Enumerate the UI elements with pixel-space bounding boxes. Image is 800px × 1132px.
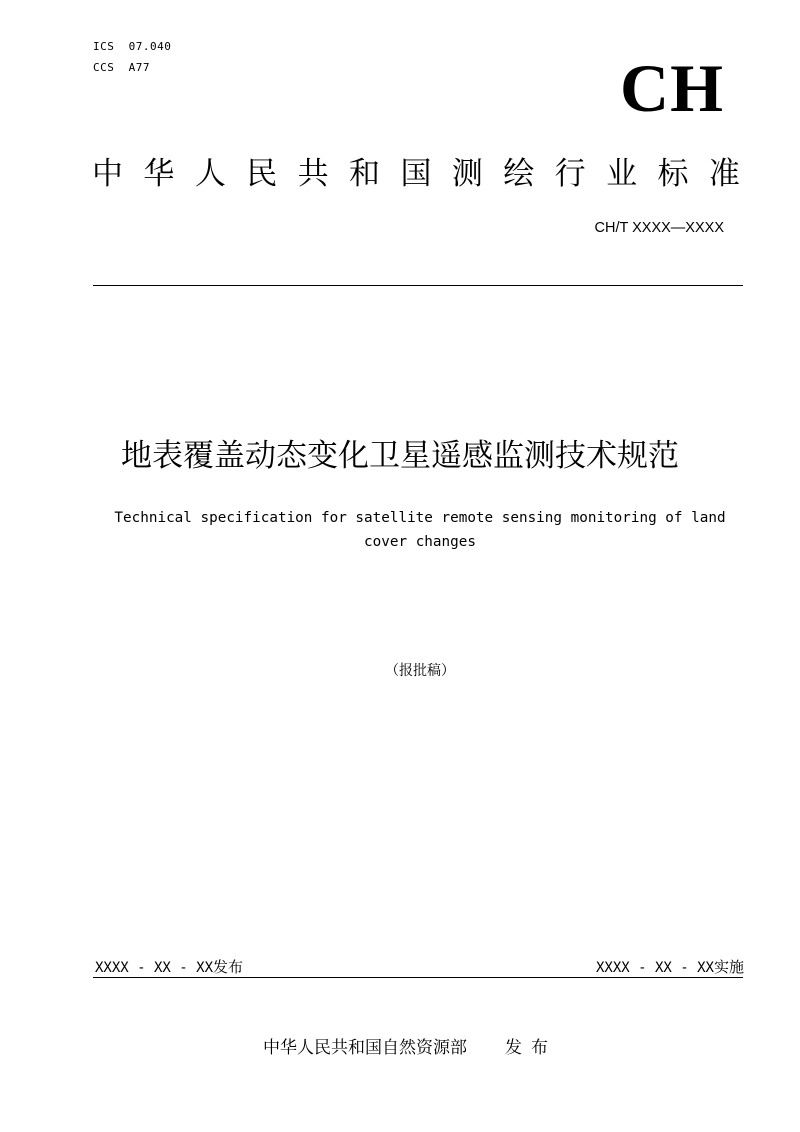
standard-title-char: 测 xyxy=(451,156,483,192)
document-title-english: Technical specification for satellite remote sensing monitoring of land cover changes xyxy=(114,510,726,550)
ics-code: ICS 07.040 xyxy=(93,40,172,53)
release-date-line xyxy=(95,956,243,977)
standard-title-char: 行 xyxy=(554,156,586,192)
draft-status-label: （报批稿） xyxy=(385,663,455,679)
ccs-code: CCS A77 xyxy=(93,61,150,74)
publisher-action: 发布 xyxy=(505,1038,557,1058)
release-date: XXXX - XX - XX xyxy=(95,960,214,976)
standard-title-char: 绘 xyxy=(503,156,535,192)
document-title-chinese: 地表覆盖动态变化卫星遥感监测技术规范 xyxy=(121,438,679,474)
implement-label: 实施 xyxy=(713,958,744,976)
standard-title-char: 业 xyxy=(606,156,638,192)
standard-title-char: 和 xyxy=(349,156,381,192)
standard-title-char: 华 xyxy=(143,156,175,192)
implement-date-line xyxy=(596,956,744,977)
standard-title-char: 共 xyxy=(297,156,329,192)
ch-logo: CH xyxy=(620,50,724,126)
implement-date: XXXX - XX - XX xyxy=(595,960,714,976)
standard-title-char: 民 xyxy=(246,156,278,192)
standard-title-char: 国 xyxy=(400,156,432,192)
standard-title-char: 标 xyxy=(657,156,689,192)
standard-number: CH/T XXXX—XXXX xyxy=(594,220,724,236)
standard-category-title xyxy=(92,154,740,194)
publisher-line xyxy=(0,1033,800,1058)
standard-title-char: 准 xyxy=(708,156,740,192)
release-label: 发布 xyxy=(213,958,244,976)
standard-title-char: 中 xyxy=(92,156,123,192)
publisher-name: 中华人民共和国自然资源部 xyxy=(263,1038,467,1058)
footer-divider xyxy=(93,977,743,978)
header-divider xyxy=(93,285,743,286)
standard-title-char: 人 xyxy=(194,156,226,192)
